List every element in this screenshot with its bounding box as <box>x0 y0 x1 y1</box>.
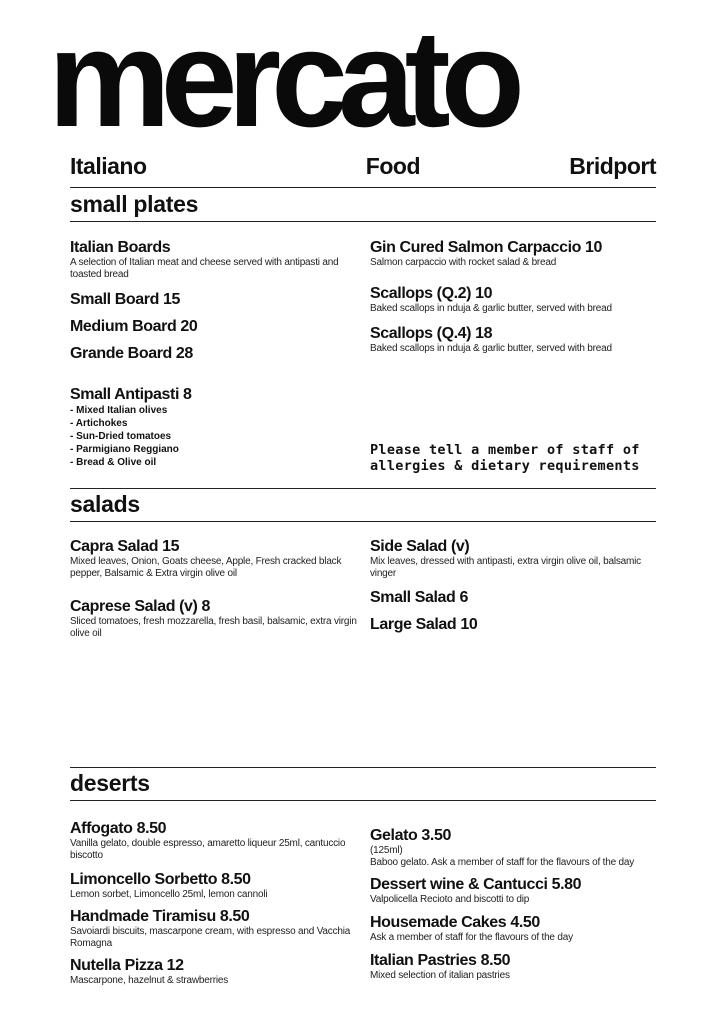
item-title-italian-pastries: Italian Pastries 8.50 <box>370 952 511 969</box>
item-grande-board: Grande Board 28 <box>70 345 193 362</box>
item-small-board: Small Board 15 <box>70 291 181 308</box>
tagline-cuisine: Italiano <box>70 153 147 179</box>
item-desc-housemade-cakes: Ask a member of staff for the flavours of the day <box>370 932 573 943</box>
item-desc-italian-boards: A selection of Italian meat and cheese served with antipasti and toasted bread <box>70 257 339 280</box>
item-title-salmon-carpaccio: Gin Cured Salmon Carpaccio 10 <box>370 239 603 256</box>
item-title-gelato: Gelato 3.50 <box>370 827 451 844</box>
small-plates-left-column <box>70 238 360 469</box>
allergy-notice <box>370 442 660 474</box>
item-desc-dessert-wine: Valpolicella Recioto and biscotti to dip <box>370 894 530 905</box>
item-desc-nutella-pizza: Mascarpone, hazelnut & strawberries <box>70 975 229 986</box>
item-desc-scallops-q2: Baked scallops in nduja & garlic butter, served with bread <box>370 303 612 314</box>
divider <box>70 187 656 188</box>
small-plates-right-column <box>370 238 660 355</box>
antipasti-list <box>70 404 360 469</box>
tagline-location: Bridport <box>569 153 656 179</box>
salads-left-column <box>70 537 360 640</box>
item-title-limoncello-sorbetto: Limoncello Sorbetto 8.50 <box>70 871 251 888</box>
list-item: - Parmigiano Reggiano <box>70 444 179 455</box>
deserts-left-column <box>70 819 360 987</box>
tagline-food: Food <box>365 153 420 179</box>
item-desc-affogato: Vanilla gelato, double espresso, amaretto liqueur 25ml, cantuccio biscotto <box>70 838 346 861</box>
list-item: - Mixed Italian olives <box>70 405 168 416</box>
divider <box>70 521 656 522</box>
list-item: - Artichokes <box>70 418 128 429</box>
logo: mercato <box>48 2 515 156</box>
divider <box>70 488 656 489</box>
item-desc-gelato-size: (125ml) <box>370 845 403 856</box>
list-item: - Sun-Dried tomatoes <box>70 431 172 442</box>
section-title-salads: salads <box>70 491 140 517</box>
item-desc-italian-pastries: Mixed selection of italian pastries <box>370 970 510 981</box>
item-title-caprese-salad: Caprese Salad (v) 8 <box>70 598 211 615</box>
item-title-side-salad: Side Salad (v) <box>370 538 470 555</box>
item-desc-handmade-tiramisu: Savoiardi biscuits, mascarpone cream, with espresso and Vacchia Romagna <box>70 926 351 949</box>
item-title-nutella-pizza: Nutella Pizza 12 <box>70 957 184 974</box>
allergy-notice-line: allergies & dietary requirements <box>370 458 640 474</box>
item-medium-board: Medium Board 20 <box>70 318 198 335</box>
divider <box>70 800 656 801</box>
salads-right-column <box>370 537 660 634</box>
section-title-small-plates: small plates <box>70 191 199 217</box>
item-title-handmade-tiramisu: Handmade Tiramisu 8.50 <box>70 908 250 925</box>
item-title-housemade-cakes: Housemade Cakes 4.50 <box>370 914 540 931</box>
item-title-scallops-q2: Scallops (Q.2) 10 <box>370 285 493 302</box>
item-title-scallops-q4: Scallops (Q.4) 18 <box>370 325 493 342</box>
divider <box>70 221 656 222</box>
item-desc-caprese-salad: Sliced tomatoes, fresh mozzarella, fresh basil, balsamic, extra virgin olive oil <box>70 616 357 639</box>
item-desc-salmon-carpaccio: Salmon carpaccio with rocket salad & bread <box>370 257 557 268</box>
item-large-salad: Large Salad 10 <box>370 616 478 633</box>
item-desc-scallops-q4: Baked scallops in nduja & garlic butter, served with bread <box>370 343 612 354</box>
item-desc-limoncello-sorbetto: Lemon sorbet, Limoncello 25ml, lemon cannoli <box>70 889 268 900</box>
item-title-affogato: Affogato 8.50 <box>70 820 167 837</box>
item-title-italian-boards: Italian Boards <box>70 239 171 256</box>
item-title-dessert-wine: Dessert wine & Cantucci 5.80 <box>370 876 582 893</box>
divider <box>70 767 656 768</box>
item-desc-side-salad: Mix leaves, dressed with antipasti, extra virgin olive oil, balsamic vinger <box>370 556 641 579</box>
item-title-capra-salad: Capra Salad 15 <box>70 538 180 555</box>
tagline <box>70 153 656 180</box>
item-desc-gelato: Baboo gelato. Ask a member of staff for the flavours of the day <box>370 857 635 868</box>
deserts-right-column <box>370 826 660 982</box>
item-title-small-antipasti: Small Antipasti 8 <box>70 386 192 403</box>
item-desc-capra-salad: Mixed leaves, Onion, Goats cheese, Apple, Fresh cracked black pepper, Balsamic & Extra virgin olive oil <box>70 556 342 579</box>
list-item: - Bread & Olive oil <box>70 457 157 468</box>
item-small-salad: Small Salad 6 <box>370 589 468 606</box>
section-title-deserts: deserts <box>70 770 150 796</box>
allergy-notice-line: Please tell a member of staff of <box>370 442 640 458</box>
